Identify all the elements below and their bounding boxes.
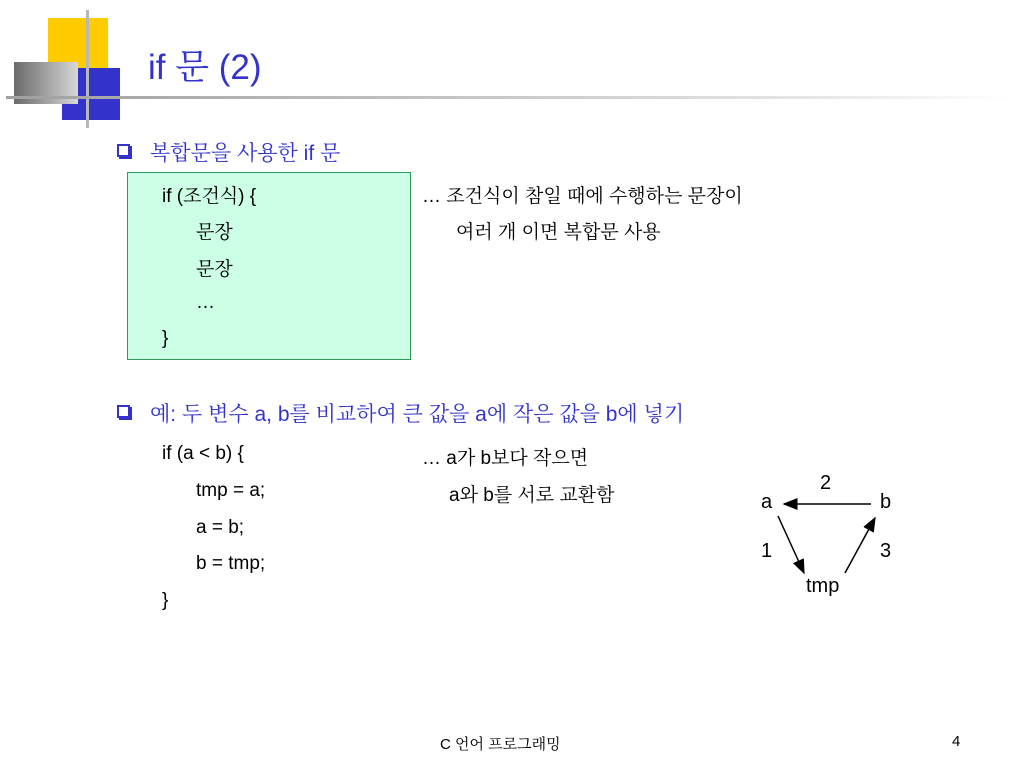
bullet-heading-2: 예: 두 변수 a, b를 비교하여 큰 값을 a에 작은 값을 b에 넣기 bbox=[150, 403, 685, 426]
decor-vertical-line bbox=[86, 10, 89, 128]
diagram-label-1: 1 bbox=[761, 540, 773, 562]
code-line: … bbox=[196, 292, 215, 313]
code-line: } bbox=[162, 328, 169, 349]
code-comment: a와 b를 서로 교환함 bbox=[449, 485, 615, 506]
slide-title: if 문 (2) bbox=[148, 48, 262, 87]
code-line: tmp = a; bbox=[196, 480, 266, 501]
title-underline bbox=[6, 96, 1016, 99]
code-comment: … 조건식이 참일 때에 수행하는 문장이 bbox=[422, 186, 743, 207]
code-line: b = tmp; bbox=[196, 553, 266, 574]
code-comment: 여러 개 이면 복합문 사용 bbox=[456, 222, 661, 243]
code-comment: … a가 b보다 작으면 bbox=[422, 448, 589, 469]
code-line: 문장 bbox=[196, 259, 233, 280]
diagram-node-b: b bbox=[880, 491, 892, 513]
code-line: } bbox=[162, 590, 169, 611]
bullet-heading-1: 복합문을 사용한 if 문 bbox=[150, 142, 341, 165]
code-line: 문장 bbox=[196, 222, 233, 243]
diagram-label-2: 2 bbox=[820, 472, 832, 494]
bullet-box-icon bbox=[117, 144, 130, 157]
diagram-node-a: a bbox=[761, 491, 773, 513]
arrow-tmp-to-b bbox=[845, 518, 875, 573]
footer-text: C 언어 프로그래밍 bbox=[440, 736, 561, 753]
diagram-node-tmp: tmp bbox=[806, 575, 840, 597]
code-line: if (a < b) { bbox=[162, 443, 244, 464]
code-line: a = b; bbox=[196, 517, 245, 538]
page-number: 4 bbox=[952, 733, 961, 750]
diagram-label-3: 3 bbox=[880, 540, 892, 562]
bullet-box-icon bbox=[117, 405, 130, 418]
arrow-a-to-tmp bbox=[778, 516, 804, 573]
code-line: if (조건식) { bbox=[162, 186, 257, 207]
